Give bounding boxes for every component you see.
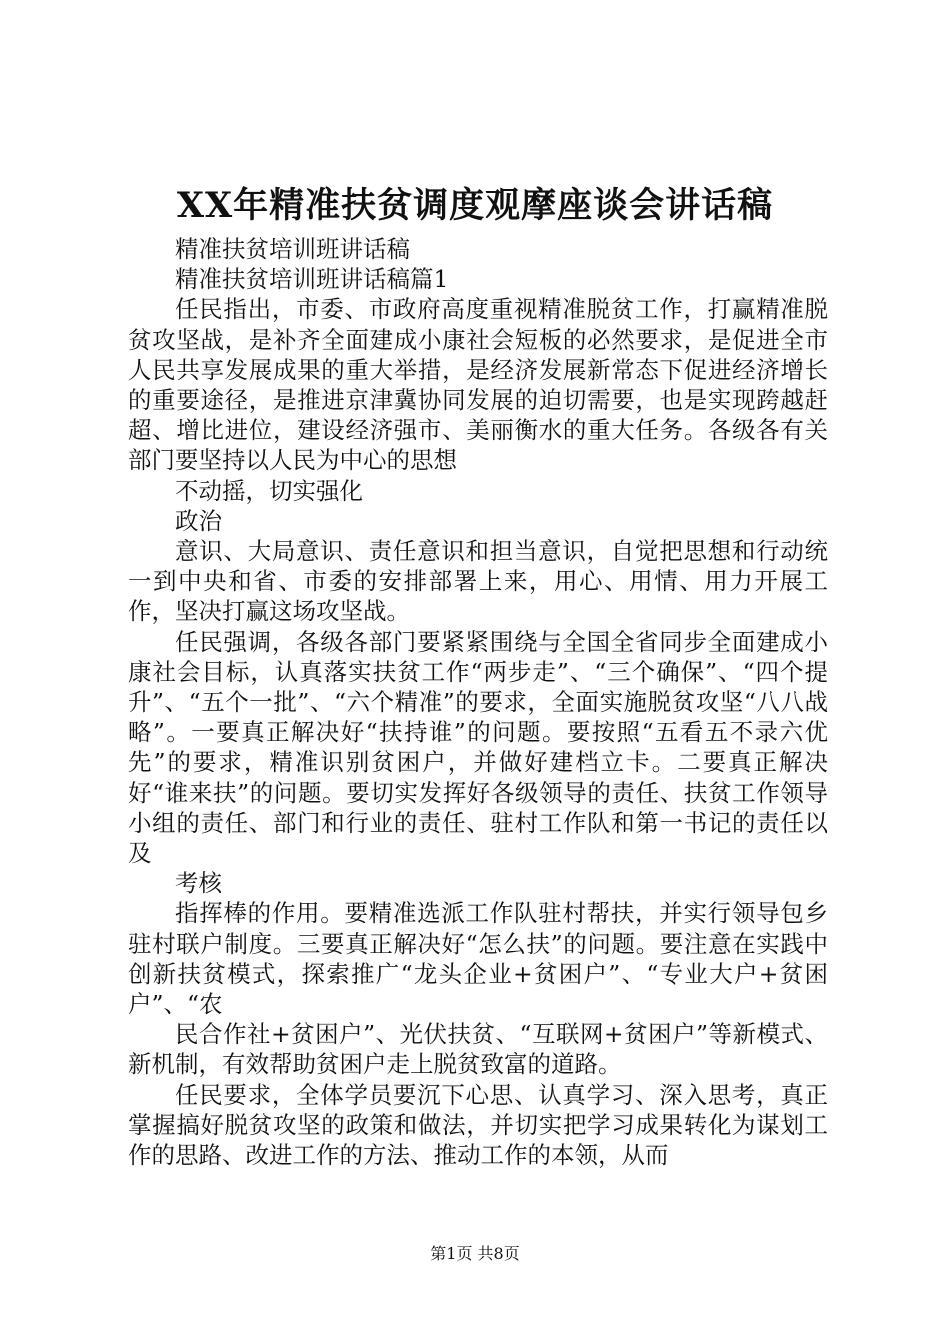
paragraph: 政治: [175, 506, 222, 535]
document-body: [128, 234, 828, 1170]
paragraph: 不动摇，切实强化: [175, 476, 363, 505]
paragraph: 精准扶贫培训班讲话稿篇1: [175, 265, 449, 294]
paragraph: 任民指出，市委、市政府高度重视精准脱贫工作，打赢精准脱贫攻坚战，是补齐全面建成小康社会短板的必然要求，是促进全市人民共享发展成果的重大举措，是经济发展新常态下促进经济增长的重要途径，是推进京津冀协同发展的迫切需要，也是实现跨越赶超、增比进位，建设经济强市、美丽衡水的重大任务。各级各有关部门要坚持以人民为中心的思想: [128, 295, 828, 475]
paragraph: 考核: [175, 869, 222, 898]
paragraph: 精准扶贫培训班讲话稿: [175, 235, 410, 263]
paragraph: 意识、大局意识、责任意识和担当意识，自觉把思想和行动统一到中央和省、市委的安排部署上来，用心、用情、用力开展工作，坚决打赢这场攻坚战。: [128, 537, 828, 626]
paragraph: 任民要求，全体学员要沉下心思、认真学习、深入思考，真正掌握搞好脱贫攻坚的政策和做法，并切实把学习成果转化为谋划工作的思路、改进工作的方法、推动工作的本领，从而: [128, 1080, 828, 1170]
document-title: XX年精准扶贫调度观摩座谈会讲话稿: [176, 185, 774, 226]
paragraph: 指挥棒的作用。要精准选派工作队驻村帮扶，并实行领导包乡驻村联户制度。三要真正解决好“怎么扶”的问题。要注意在实践中创新扶贫模式，探索推广“龙头企业+贫困户”、“专业大户+贫困户”、“农: [128, 899, 829, 1019]
paragraph: 任民强调，各级各部门要紧紧围绕与全国全省同步全面建成小康社会目标，认真落实扶贫工作“两步走”、“三个确保”、“四个提升”、“五个一批”、“六个精准”的要求，全面实施脱贫攻坚“八八战略”。一要真正解决好“扶持谁”的问题。要按照“五看五不录六优先”的要求，精准识别贫困户，并做好建档立卡。二要真正解决好“谁来扶”的问题。要切实发挥好各级领导的责任、扶贫工作领导小组的责任、部门和行业的责任、驻村工作队和第一书记的责任以及: [128, 627, 828, 868]
paragraph: 民合作社+贫困户”、光伏扶贫、“互联网+贫困户”等新模式、新机制，有效帮助贫困户走上脱贫致富的道路。: [128, 1020, 828, 1079]
page-number: 第1页 共8页: [430, 1244, 520, 1263]
